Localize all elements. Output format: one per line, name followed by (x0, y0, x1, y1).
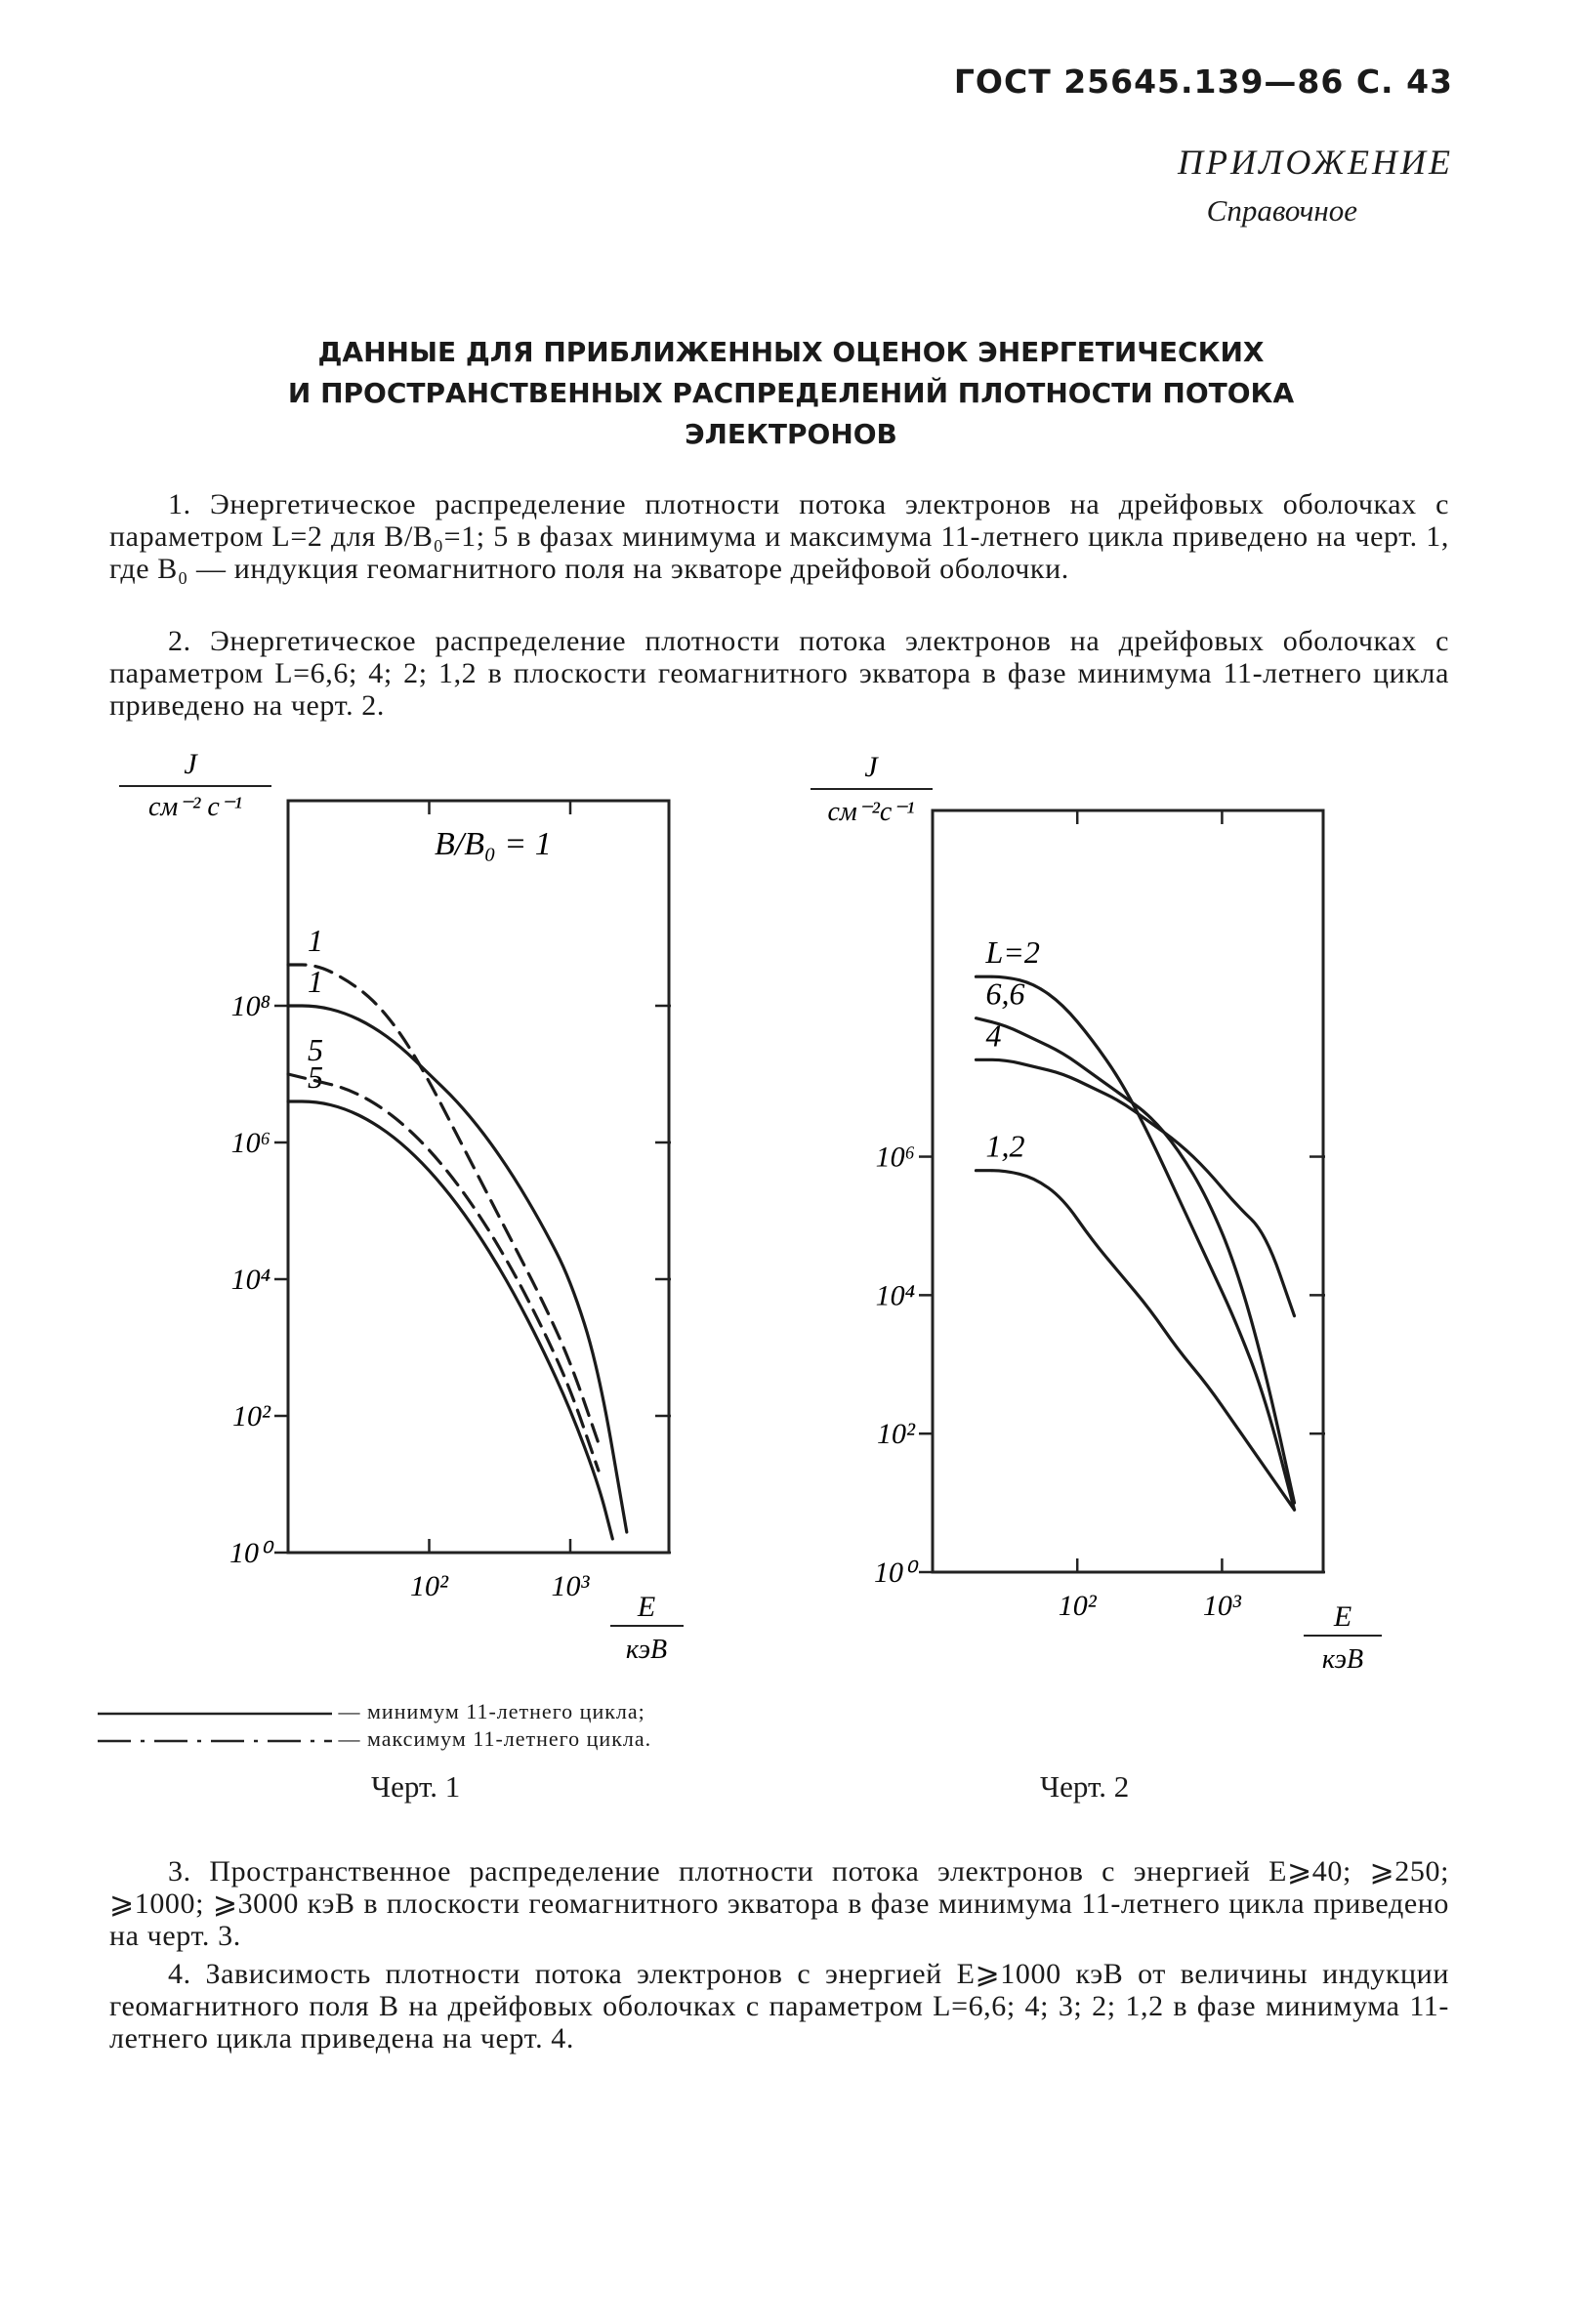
document-title (137, 332, 1445, 455)
chart-1-ytick-label: 10⁸ (230, 990, 270, 1022)
chart-1-ytick-label: 10² (232, 1400, 270, 1432)
chart-1-series-label: 5 (308, 1032, 323, 1067)
chart-1-series-3 (288, 1074, 599, 1471)
chart-1-xtick-label: 10² (409, 1570, 448, 1602)
chart-2-xlabel (1304, 1600, 1382, 1675)
chart-1-xlabel-num: E (637, 1591, 656, 1623)
chart-2-ytick-label: 10⁴ (875, 1279, 915, 1312)
chart-1-xtick-label: 10³ (551, 1570, 590, 1602)
chart-1-ylabel-num: J (184, 748, 197, 780)
chart-2-series-1 (977, 1018, 1295, 1503)
paragraph-1-text: 1. Энергетическое распределение плотности потока электронов на дрейфовых оболочках с параметром L=2 для B/B₀=1; 5 в фазах минимума и максимума 11-летнего цикла приведено на черт. 1, где B₀ — индукция геомагнитного поля на экваторе дрейфовой оболочки. (109, 488, 1449, 585)
chart-1 (98, 742, 723, 1680)
paragraph-2-text: 2. Энергетическое распределение плотности потока электронов на дрейфовых оболочках с параметром L=6,6; 4; 2; 1,2 в плоскости геомагнитного экватора в фазе минимума 11-летнего цикла приведено на черт. 2. (109, 625, 1449, 722)
chart-2-series-2 (977, 1059, 1295, 1315)
chart-2-series-label: L=2 (985, 934, 1040, 971)
chart-2-ylabel (811, 751, 933, 827)
chart-1-caption: Черт. 1 (371, 1769, 461, 1804)
appendix-label: ПРИЛОЖЕНИЕ (1178, 143, 1453, 182)
legend-solid-swatch (98, 1704, 332, 1723)
legend-dashed-text: — максимум 11-летнего цикла. (338, 1726, 652, 1751)
paragraph-4 (109, 1958, 1449, 2054)
chart-2-ytick-label: 10⁶ (875, 1141, 915, 1174)
chart-2-series-0 (977, 976, 1295, 1510)
chart-1-ylabel-den: см⁻² с⁻¹ (147, 792, 243, 822)
chart-2-caption: Черт. 2 (1040, 1769, 1130, 1804)
chart-2-ylabel-num: J (864, 751, 878, 783)
chart-1-ytick-label: 10⁶ (230, 1127, 270, 1159)
chart-2-xtick-label: 10³ (1202, 1590, 1241, 1622)
legend-dashed (98, 1726, 651, 1752)
chart-2-ytick-label: 10⁰ (873, 1556, 915, 1589)
paragraph-3-text: 3. Пространственное распределение плотности потока электронов с энергией E⩾40; ⩾250; ⩾1000; ⩾3000 кэВ в плоскости геомагнитного экватора в фазе минимума 11-летнего цикла приведено на черт. 3. (109, 1855, 1449, 1952)
chart-1-series-label: 1 (308, 964, 323, 999)
chart-2-series-label: 4 (985, 1017, 1002, 1054)
chart-1-ytick-label: 10⁰ (229, 1537, 270, 1569)
chart-2 (801, 742, 1406, 1680)
chart-1-xlabel (610, 1591, 684, 1665)
chart-1-series-0 (288, 1006, 627, 1532)
paragraph-1 (109, 488, 1449, 585)
chart-2-xlabel-den: кэВ (1321, 1644, 1364, 1675)
chart-2-series-label: 6,6 (985, 975, 1025, 1012)
legend-solid-text: — минимум 11-летнего цикла; (338, 1699, 645, 1723)
chart-2-ylabel-den: см⁻²с⁻¹ (827, 797, 915, 827)
title-line-2: И ПРОСТРАНСТВЕННЫХ РАСПРЕДЕЛЕНИЙ ПЛОТНОСТИ ПОТОКА (287, 377, 1295, 409)
chart-2-series-3 (977, 1171, 1295, 1511)
chart-2-series-label: 1,2 (985, 1128, 1025, 1164)
appendix-subtitle: Справочное (1206, 193, 1357, 228)
chart-2-ytick-label: 10² (877, 1418, 915, 1451)
chart-1-ylabel (119, 748, 271, 822)
title-line-1: ДАННЫЕ ДЛЯ ПРИБЛИЖЕННЫХ ОЦЕНОК ЭНЕРГЕТИЧЕСКИХ (317, 336, 1265, 368)
chart-1-annotation: B/B₀ = 1 (435, 826, 552, 862)
chart-2-xlabel-num: E (1333, 1600, 1352, 1633)
paragraph-3 (109, 1855, 1449, 1952)
legend-solid (98, 1699, 645, 1724)
page-header-code: ГОСТ 25645.139—86 С. 43 (953, 62, 1453, 101)
chart-1-series-label: 5 (308, 1059, 323, 1095)
chart-2-frame (933, 810, 1323, 1572)
chart-1-xlabel-den: кэВ (625, 1635, 668, 1665)
chart-1-series-2 (288, 1101, 612, 1539)
title-line-3: ЭЛЕКТРОНОВ (685, 418, 897, 450)
paragraph-4-text: 4. Зависимость плотности потока электронов с энергией E⩾1000 кэВ от величины индукции геомагнитного поля B на дрейфовых оболочках с параметром L=6,6; 4; 3; 2; 1,2 в фазе минимума 11-летнего цикла приведена на черт. 4. (109, 1958, 1449, 2054)
chart-2-xtick-label: 10² (1058, 1590, 1097, 1622)
legend-dashed-swatch (98, 1731, 332, 1751)
paragraph-2 (109, 625, 1449, 722)
chart-1-series-label: 1 (308, 923, 323, 958)
chart-1-ytick-label: 10⁴ (230, 1264, 270, 1296)
